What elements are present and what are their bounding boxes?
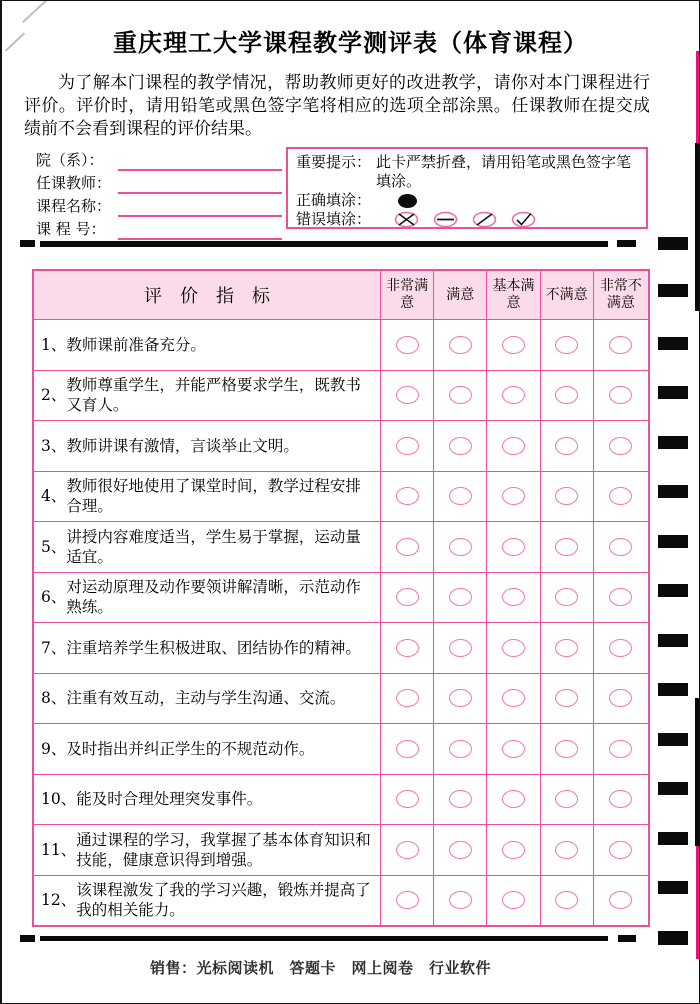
answer-bubble-row3-opt5[interactable] <box>609 437 632 455</box>
teacher-field-line[interactable] <box>118 176 282 194</box>
criteria-number: 5、 <box>41 537 67 556</box>
option-cell <box>486 724 539 774</box>
criteria-cell <box>34 623 380 673</box>
option-cell <box>540 421 593 471</box>
answer-bubble-row4-opt5[interactable] <box>609 487 632 505</box>
answer-bubble-row7-opt2[interactable] <box>449 639 472 657</box>
option-cell <box>486 623 539 673</box>
option-cell <box>380 573 433 623</box>
table-row-8 <box>34 673 648 724</box>
timing-mark <box>658 485 688 498</box>
table-row-9 <box>34 723 648 774</box>
answer-bubble-row7-opt5[interactable] <box>609 639 632 657</box>
timing-mark <box>658 237 688 250</box>
option-cell <box>486 472 539 522</box>
edge-strip-black <box>695 698 700 846</box>
option-cell <box>540 522 593 572</box>
timing-mark <box>658 436 688 449</box>
answer-bubble-row7-opt4[interactable] <box>555 639 578 657</box>
answer-bubble-row12-opt2[interactable] <box>449 891 472 909</box>
sync-bar-dash <box>617 240 636 247</box>
option-cell <box>380 421 433 471</box>
table-row-1 <box>34 319 648 370</box>
table-row-2 <box>34 370 648 421</box>
timing-mark <box>658 832 688 845</box>
criteria-cell <box>34 724 380 774</box>
option-cell <box>433 421 486 471</box>
criteria-cell <box>34 573 380 623</box>
student-info-fields <box>36 148 282 240</box>
criteria-cell <box>34 674 380 724</box>
timing-mark <box>658 733 688 746</box>
option-cell <box>486 674 539 724</box>
criteria-number: 7、 <box>41 638 67 657</box>
answer-bubble-row6-opt4[interactable] <box>555 588 578 606</box>
answer-bubble-row1-opt2[interactable] <box>449 336 472 354</box>
answer-bubble-row6-opt5[interactable] <box>609 588 632 606</box>
answer-bubble-row1-opt5[interactable] <box>609 336 632 354</box>
option-cell <box>540 876 593 926</box>
answer-bubble-row9-opt4[interactable] <box>555 740 578 758</box>
answer-bubble-row2-opt2[interactable] <box>449 386 472 404</box>
answer-bubble-row10-opt5[interactable] <box>609 790 632 808</box>
option-header-satisfied: 满意 <box>433 271 486 319</box>
answer-bubble-row2-opt3[interactable] <box>502 386 525 404</box>
option-cell <box>486 522 539 572</box>
option-cell <box>593 876 648 926</box>
criteria-cell <box>34 775 380 825</box>
criteria-text: 教师很好地使用了课堂时间，教学过程安排合理。 <box>66 477 361 516</box>
option-cell <box>593 320 648 370</box>
answer-bubble-row7-opt3[interactable] <box>502 639 525 657</box>
sync-bar-dash <box>20 240 35 247</box>
option-cell <box>593 825 648 875</box>
cross-mark-icon <box>394 211 419 228</box>
answer-bubble-row2-opt4[interactable] <box>555 386 578 404</box>
option-header-very-satisfied: 非常满意 <box>380 271 433 319</box>
option-cell <box>433 320 486 370</box>
timing-mark <box>658 584 688 597</box>
answer-bubble-row2-opt1[interactable] <box>396 386 419 404</box>
answer-bubble-row12-opt5[interactable] <box>609 891 632 909</box>
option-cell <box>486 876 539 926</box>
option-cell <box>380 775 433 825</box>
table-row-7 <box>34 622 648 673</box>
answer-bubble-row9-opt3[interactable] <box>502 740 525 758</box>
criteria-number: 4、 <box>41 487 67 506</box>
option-cell <box>486 320 539 370</box>
option-cell <box>380 472 433 522</box>
option-cell <box>540 674 593 724</box>
answer-bubble-row11-opt4[interactable] <box>555 841 578 859</box>
table-row-6 <box>34 572 648 623</box>
notice-title: 重要提示： <box>296 153 372 171</box>
criteria-number: 12、 <box>41 891 77 910</box>
option-cell <box>433 775 486 825</box>
teacher-field <box>36 171 282 194</box>
answer-bubble-row10-opt4[interactable] <box>555 790 578 808</box>
criteria-cell <box>34 320 380 370</box>
timing-mark <box>658 782 688 795</box>
option-cell <box>380 674 433 724</box>
table-row-12 <box>34 875 648 926</box>
course-name-field-line[interactable] <box>118 199 282 217</box>
answer-bubble-row5-opt4[interactable] <box>555 538 578 556</box>
criteria-number: 6、 <box>41 588 67 607</box>
table-row-4 <box>34 471 648 522</box>
criteria-cell <box>34 472 380 522</box>
criteria-text: 注重有效互动，主动与学生沟通、交流。 <box>66 689 346 708</box>
criteria-cell <box>34 371 380 421</box>
criteria-text: 注重培养学生积极进取、团结协作的精神。 <box>66 638 361 657</box>
table-row-10 <box>34 774 648 825</box>
edge-strip-magenta <box>696 51 700 143</box>
option-cell <box>486 825 539 875</box>
sync-bar-line <box>40 936 608 941</box>
answer-bubble-row8-opt4[interactable] <box>555 689 578 707</box>
answer-bubble-row2-opt5[interactable] <box>609 386 632 404</box>
option-cell <box>380 320 433 370</box>
criteria-cell <box>34 421 380 471</box>
criteria-text: 该课程激发了我的学习兴趣，锻炼并提高了我的相关能力。 <box>76 881 371 920</box>
answer-bubble-row5-opt3[interactable] <box>502 538 525 556</box>
teacher-field-label: 任课教师： <box>36 174 112 192</box>
option-cell <box>593 724 648 774</box>
answer-bubble-row4-opt4[interactable] <box>555 487 578 505</box>
dept-field-label: 院（系）： <box>36 151 104 169</box>
answer-bubble-row11-opt5[interactable] <box>609 841 632 859</box>
timing-mark <box>658 683 688 696</box>
option-cell <box>380 825 433 875</box>
wrong-fill-label: 错误填涂： <box>296 210 372 228</box>
answer-bubble-row12-opt1[interactable] <box>396 891 419 909</box>
option-cell <box>433 573 486 623</box>
option-cell <box>540 623 593 673</box>
option-cell <box>593 573 648 623</box>
option-cell <box>380 623 433 673</box>
option-cell <box>486 573 539 623</box>
option-cell <box>540 724 593 774</box>
table-row-3 <box>34 420 648 471</box>
page-title: 重庆理工大学课程教学测评表（体育课程） <box>113 28 588 57</box>
answer-bubble-row9-opt2[interactable] <box>449 740 472 758</box>
table-header-row <box>34 271 648 319</box>
option-header-basically-satisfied: 基本满意 <box>486 271 539 319</box>
answer-bubble-row8-opt5[interactable] <box>609 689 632 707</box>
criteria-number: 10、 <box>41 790 77 809</box>
option-cell <box>540 775 593 825</box>
answer-bubble-row3-opt3[interactable] <box>502 437 525 455</box>
option-cell <box>433 825 486 875</box>
answer-bubble-row9-opt1[interactable] <box>396 740 419 758</box>
answer-bubble-row6-opt1[interactable] <box>396 588 419 606</box>
option-cell <box>380 522 433 572</box>
answer-bubble-row7-opt1[interactable] <box>396 639 419 657</box>
criteria-text: 及时指出并纠正学生的不规范动作。 <box>66 739 315 758</box>
answer-bubble-row6-opt2[interactable] <box>449 588 472 606</box>
answer-bubble-row8-opt1[interactable] <box>396 689 419 707</box>
option-cell <box>486 775 539 825</box>
sync-bar-dash <box>20 935 35 942</box>
vendor-footer-text: 销售：光标阅读机 答题卡 网上阅卷 行业软件 <box>150 959 492 977</box>
evaluation-table <box>32 269 650 927</box>
option-cell <box>593 775 648 825</box>
correct-fill-example-icon <box>398 194 417 208</box>
answer-bubble-row4-opt3[interactable] <box>502 487 525 505</box>
criteria-header: 评 价 指 标 <box>144 286 270 307</box>
timing-mark <box>658 634 688 647</box>
criteria-text: 教师讲课有激情，言谈举止文明。 <box>66 436 299 455</box>
option-cell <box>540 825 593 875</box>
answer-bubble-row1-opt1[interactable] <box>396 336 419 354</box>
answer-bubble-row3-opt2[interactable] <box>449 437 472 455</box>
scan-artifact-line <box>22 0 50 23</box>
criteria-cell <box>34 825 380 875</box>
option-cell <box>486 371 539 421</box>
criteria-text: 能及时合理处理突发事件。 <box>76 790 263 809</box>
answer-bubble-row4-opt1[interactable] <box>396 487 419 505</box>
course-name-field-label: 课程名称： <box>36 197 112 215</box>
option-cell <box>593 674 648 724</box>
option-cell <box>486 421 539 471</box>
criteria-text: 教师课前准备充分。 <box>66 335 206 354</box>
eval-rows <box>34 319 648 925</box>
correct-fill-label: 正确填涂： <box>296 191 372 209</box>
option-cell <box>433 876 486 926</box>
course-id-field-label: 课 程 号： <box>36 220 106 238</box>
criteria-text: 讲授内容难度适当，学生易于掌握，运动量适宜。 <box>66 527 361 566</box>
answer-bubble-row10-opt3[interactable] <box>502 790 525 808</box>
option-cell <box>433 371 486 421</box>
intro-paragraph: 为了解本门课程的教学情况，帮助教师更好的改进教学，请你对本门课程进行评价。评价时，请用铅笔或黑色签字笔将相应的选项全部涂黑。任课教师在提交成绩前不会看到课程的评价结果。 <box>24 73 650 139</box>
answer-bubble-row12-opt3[interactable] <box>502 891 525 909</box>
timing-mark <box>658 386 688 399</box>
option-cell <box>593 623 648 673</box>
edge-strip-magenta <box>696 846 700 959</box>
option-cell <box>380 724 433 774</box>
edge-strip-black <box>695 143 700 311</box>
option-cell <box>380 371 433 421</box>
option-cell <box>380 876 433 926</box>
criteria-number: 9、 <box>41 739 67 758</box>
answer-bubble-row5-opt1[interactable] <box>396 538 419 556</box>
option-cell <box>540 320 593 370</box>
answer-bubble-row11-opt3[interactable] <box>502 841 525 859</box>
answer-bubble-row8-opt3[interactable] <box>502 689 525 707</box>
dept-field <box>36 148 282 171</box>
answer-bubble-row11-opt2[interactable] <box>449 841 472 859</box>
answer-bubble-row9-opt5[interactable] <box>609 740 632 758</box>
course-id-field-line[interactable] <box>118 222 282 240</box>
criteria-text: 通过课程的学习，我掌握了基本体育知识和技能，健康意识得到增强。 <box>76 830 371 869</box>
criteria-number: 3、 <box>41 436 67 455</box>
answer-bubble-row3-opt4[interactable] <box>555 437 578 455</box>
sync-bar-line <box>40 241 608 247</box>
answer-bubble-row4-opt2[interactable] <box>449 487 472 505</box>
option-cell <box>433 522 486 572</box>
timing-mark <box>658 881 688 894</box>
answer-bubble-row10-opt1[interactable] <box>396 790 419 808</box>
option-cell <box>433 623 486 673</box>
timing-mark <box>658 337 688 350</box>
criteria-cell <box>34 876 380 926</box>
dept-field-line[interactable] <box>118 153 282 171</box>
answer-bubble-row5-opt5[interactable] <box>609 538 632 556</box>
timing-mark <box>658 931 688 945</box>
criteria-text: 对运动原理及动作要领讲解清晰，示范动作熟练。 <box>66 578 361 617</box>
answer-bubble-row8-opt2[interactable] <box>449 689 472 707</box>
notice-body: 此卡严禁折叠，请用铅笔或黑色签字笔填涂。 <box>376 153 632 190</box>
option-cell <box>433 674 486 724</box>
timing-mark <box>658 284 688 297</box>
check-mark-icon <box>511 211 536 228</box>
criteria-number: 2、 <box>41 386 67 405</box>
option-cell <box>593 421 648 471</box>
answer-bubble-row3-opt1[interactable] <box>396 437 419 455</box>
option-cell <box>593 371 648 421</box>
option-header-unsatisfied: 不满意 <box>540 271 593 319</box>
course-name-field <box>36 194 282 217</box>
table-row-5 <box>34 521 648 572</box>
timing-mark <box>658 535 688 548</box>
answer-bubble-row6-opt3[interactable] <box>502 588 525 606</box>
option-cell <box>593 522 648 572</box>
course-id-field <box>36 217 282 240</box>
slash-mark-icon <box>472 211 497 228</box>
criteria-cell <box>34 522 380 572</box>
option-cell <box>540 573 593 623</box>
option-cell <box>433 472 486 522</box>
criteria-number: 8、 <box>41 689 67 708</box>
answer-bubble-row11-opt1[interactable] <box>396 841 419 859</box>
sync-bar-dash <box>618 935 636 942</box>
answer-bubble-row1-opt4[interactable] <box>555 336 578 354</box>
criteria-number: 1、 <box>41 335 67 354</box>
answer-bubble-row5-opt2[interactable] <box>449 538 472 556</box>
table-row-11 <box>34 824 648 875</box>
option-header-very-unsatisfied: 非常不满意 <box>593 271 648 319</box>
option-cell <box>593 472 648 522</box>
important-notice-box <box>286 147 648 229</box>
answer-bubble-row10-opt2[interactable] <box>449 790 472 808</box>
criteria-text: 教师尊重学生，并能严格要求学生，既教书又育人。 <box>66 376 361 415</box>
answer-bubble-row12-opt4[interactable] <box>555 891 578 909</box>
answer-bubble-row1-opt3[interactable] <box>502 336 525 354</box>
option-cell <box>540 472 593 522</box>
criteria-number: 11、 <box>41 840 77 859</box>
dash-mark-icon <box>433 211 458 228</box>
option-cell <box>540 371 593 421</box>
option-cell <box>433 724 486 774</box>
